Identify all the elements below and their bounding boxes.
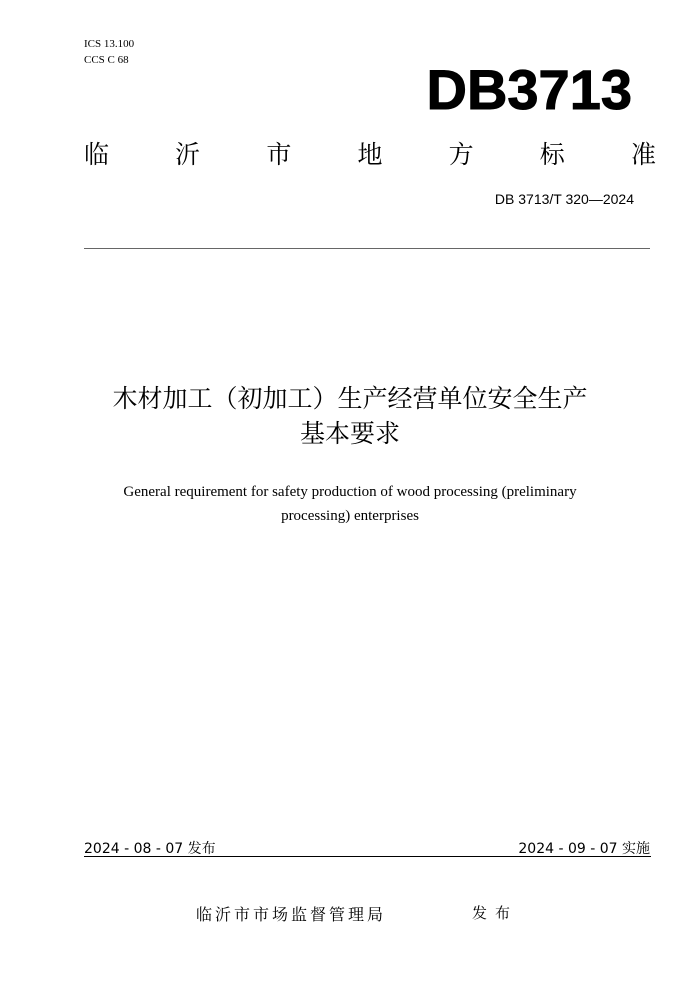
document-title-en xyxy=(0,480,700,528)
title-zh-line2: 基本要求 xyxy=(299,419,400,448)
standard-type-char: 沂 xyxy=(175,140,201,169)
document-title-zh xyxy=(0,381,700,451)
title-zh-line1: 木材加工（初加工）生产经营单位安全生产 xyxy=(112,384,588,413)
implementation-date: 2024 - 09 - 07 实施 xyxy=(518,841,650,857)
standard-type-char: 市 xyxy=(266,140,292,169)
issue-label: 发布 xyxy=(472,904,519,922)
header-divider xyxy=(84,248,650,249)
standard-type-char: 方 xyxy=(448,140,474,169)
classification-codes xyxy=(84,36,134,68)
standard-type-char: 标 xyxy=(539,140,565,169)
footer-divider xyxy=(84,856,651,857)
ccs-code: CCS C 68 xyxy=(84,54,129,66)
standard-type-char: 临 xyxy=(84,140,110,169)
standard-logo: DB3713 xyxy=(426,58,632,121)
standard-type-char: 准 xyxy=(630,140,656,169)
document-number: DB 3713/T 320—2024 xyxy=(494,191,634,207)
title-en-line2: processing) enterprises xyxy=(281,508,419,524)
title-en-line1: General requirement for safety production of wood processing (preliminary xyxy=(123,484,577,500)
issuing-authority: 临沂市市场监督管理局 xyxy=(196,905,387,924)
issue-date: 2024 - 08 - 07 发布 xyxy=(84,841,216,857)
standard-type-heading xyxy=(84,138,656,172)
ics-code: ICS 13.100 xyxy=(84,38,135,50)
standard-type-char: 地 xyxy=(357,140,383,169)
